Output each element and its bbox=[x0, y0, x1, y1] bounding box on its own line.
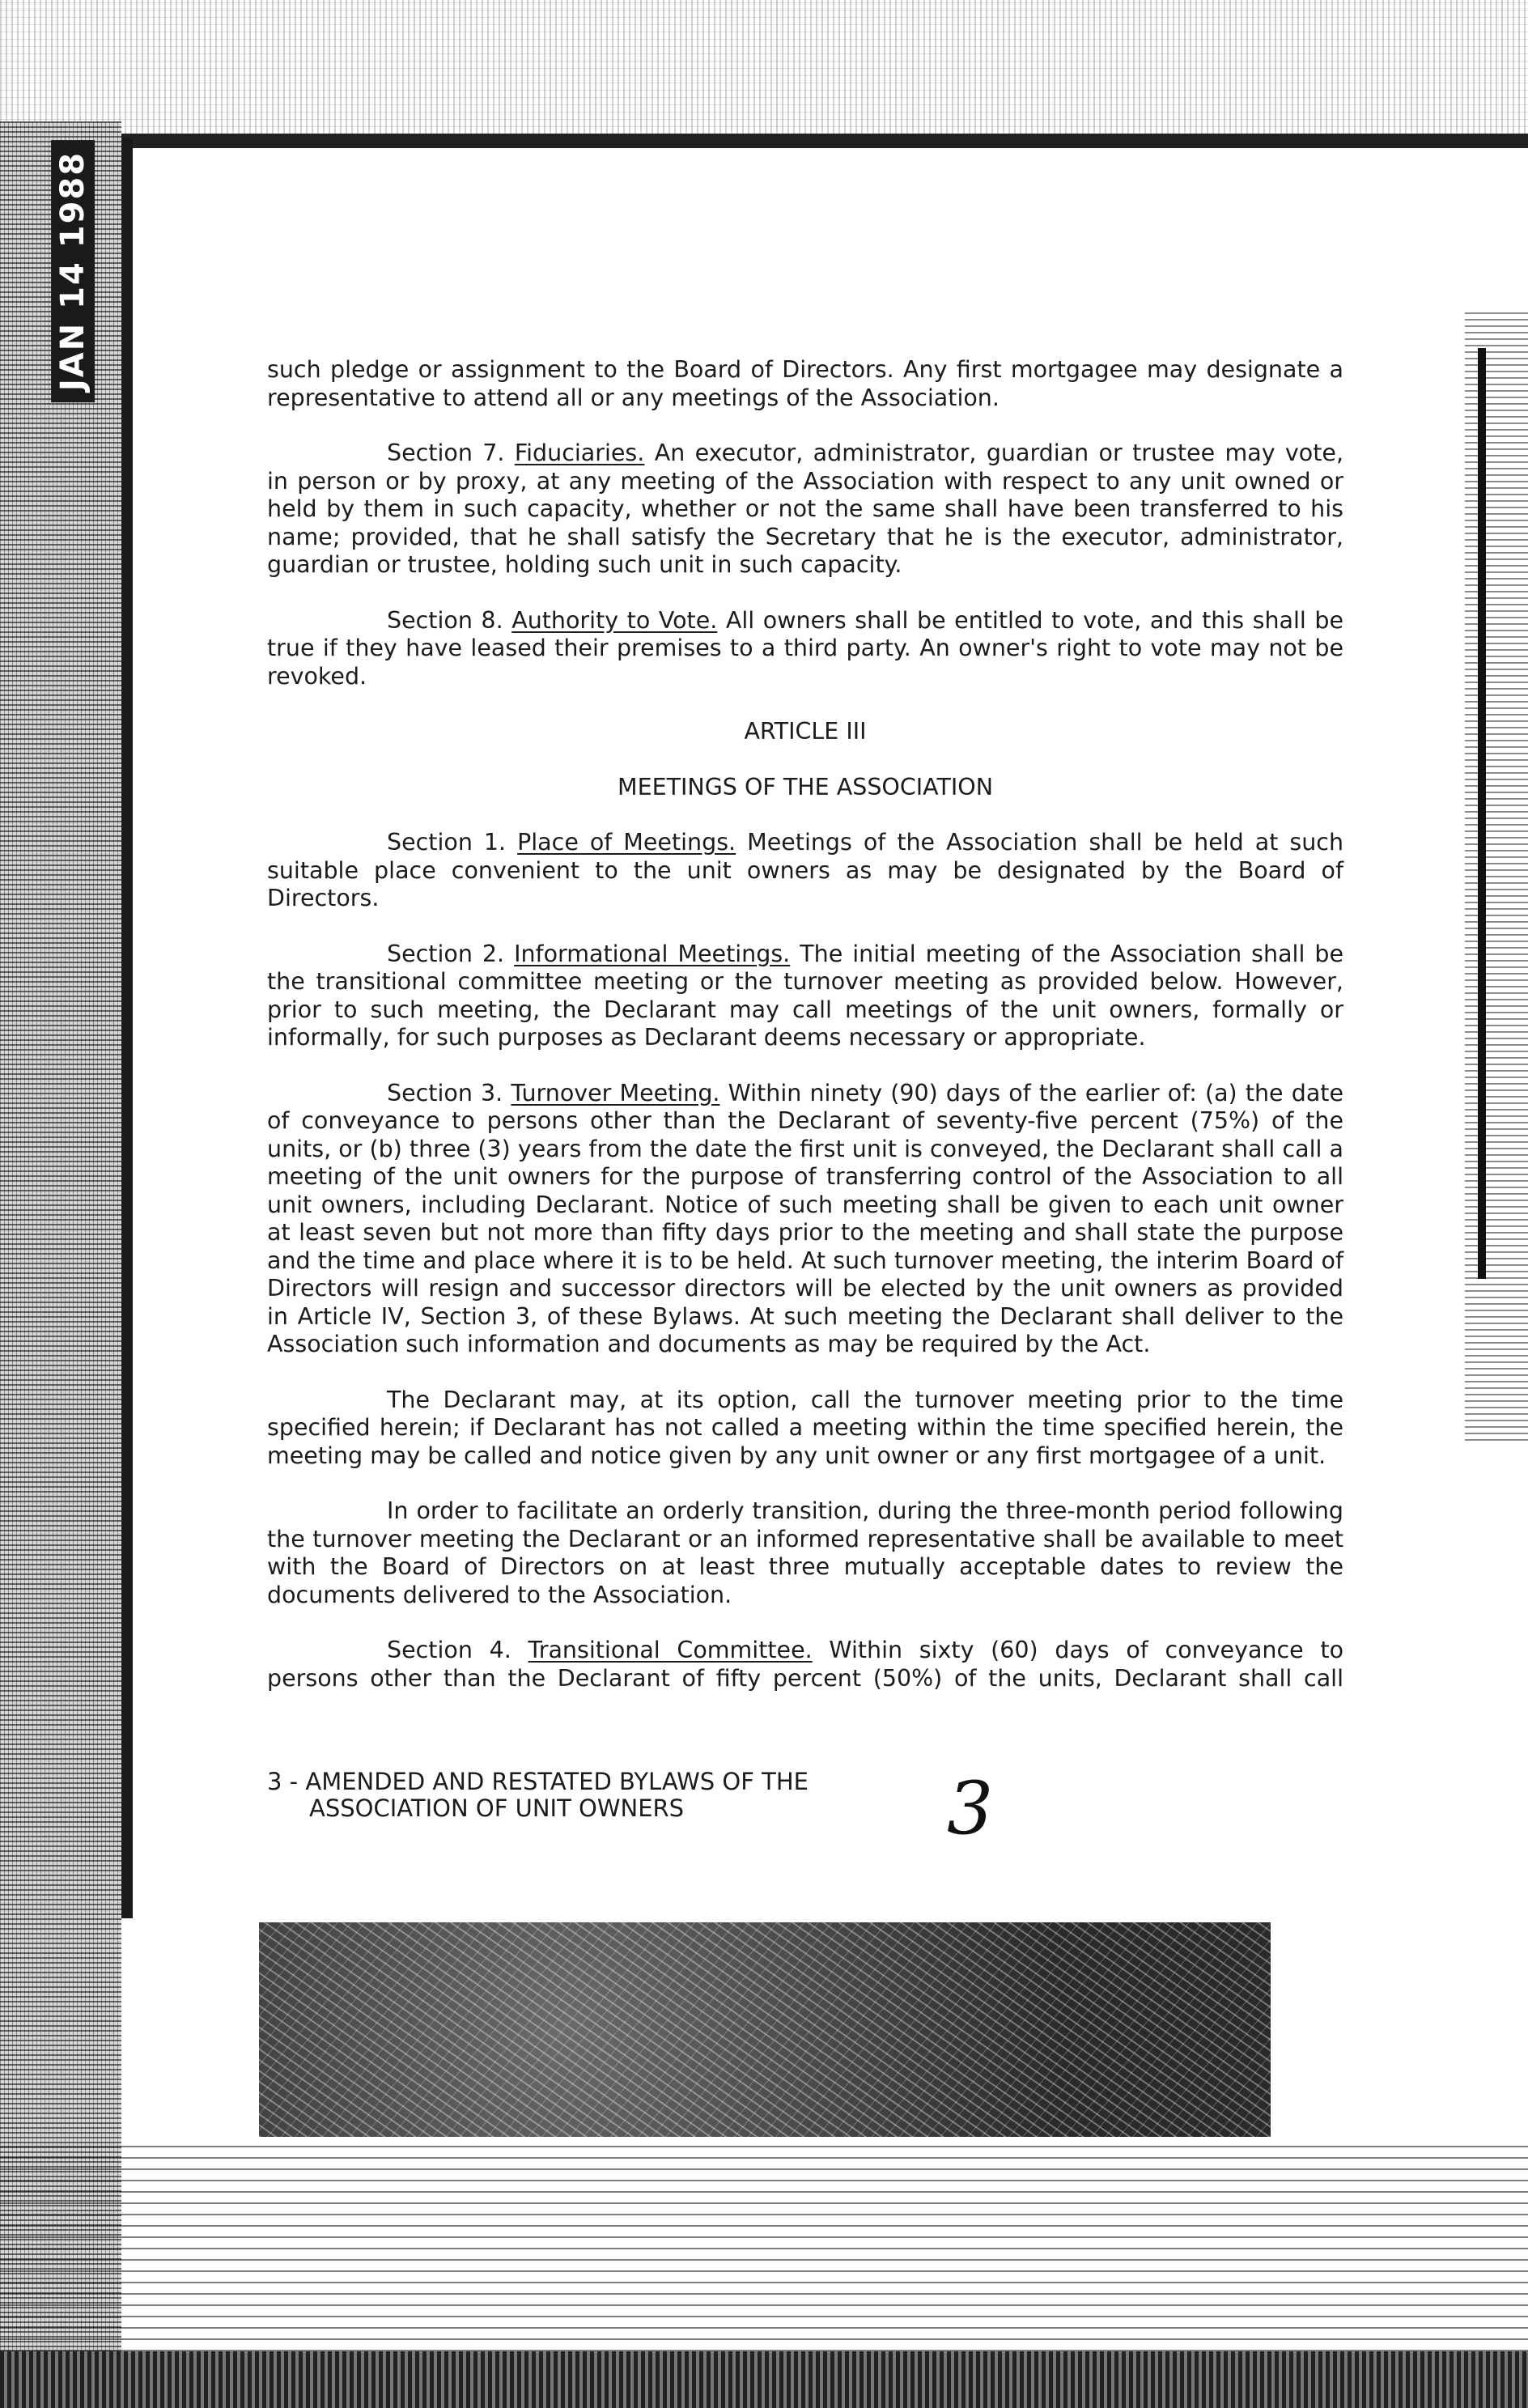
section-text: Within ninety (90) days of the earlier of: (a) the date of conveyance to persons other than the Declarant of seventy-five percent (75%) of the units, or (b) three (3) years from the date the first unit is conveyed, the Declarant shall call a meeting of the unit owners for the purpose of transferring control of the Association to all unit owners, including Declarant. Notice of such meeting shall be given to each unit owner at least seven but not more than fifty days prior to the meeting and shall state the purpose and the time and place where it is to be held. At such turnover meeting, the interim Board of Directors will resign and successor directors will be elected by the unit owners as provided in Article IV, Section 3, of these Bylaws. At such meeting the Declarant shall deliver to the Association such information and documents as may be required by the Act. bbox=[267, 1079, 1344, 1357]
article-3-section-3 bbox=[267, 1080, 1343, 1359]
footer-line-2: ASSOCIATION OF UNIT OWNERS bbox=[309, 1794, 685, 1822]
article-3-section-2 bbox=[267, 941, 1343, 1052]
section-label: Section 2. bbox=[387, 940, 505, 967]
paragraph-intro: such pledge or assignment to the Board of Directors. Any first mortgagee may designate a representative to attend all or any meetings of the Association. bbox=[267, 356, 1343, 411]
article-heading: ARTICLE III bbox=[744, 718, 867, 745]
scan-noise-right bbox=[1465, 308, 1528, 1441]
section-label: Section 1. bbox=[387, 829, 507, 856]
footer-line-1: 3 - AMENDED AND RESTATED BYLAWS OF THE bbox=[267, 1768, 809, 1795]
scan-edge-top bbox=[121, 134, 1528, 148]
scan-noise-left bbox=[0, 121, 121, 2372]
section-label: Section 8. bbox=[387, 606, 503, 634]
scan-noise-bottom-dark bbox=[0, 2351, 1528, 2408]
section-text: An executor, administrator, guardian or trustee may vote, in person or by proxy, at any meeting of the Association with respect to any unit owned or held by them in such capacity, whether or not the same shall have been transferred to his name; provided, that he shall satisfy the Secretary that he is the executor, administrator, guardian or trustee, holding such unit in such capacity. bbox=[267, 440, 1344, 578]
scan-photo-artifact bbox=[259, 1922, 1271, 2137]
paragraph-orderly-transition: In order to facilitate an orderly transition, during the three-month period following the turnover meeting the Declarant or an informed representative shall be available to meet with the Board of Directors on at least three mutually acceptable dates to review the documents delivered to the Association. bbox=[267, 1497, 1343, 1608]
paragraph-declarant-option: The Declarant may, at its option, call the turnover meeting prior to the time specified herein; if Declarant has not called a meeting within the time specified herein, the meeting may be called and notice given by any unit owner or any first mortgagee of a unit. bbox=[267, 1386, 1343, 1469]
section-text: Within sixty (60) days of conveyance to persons other than the Declarant of fifty percent (50%) of the units, Declarant shall call bbox=[267, 1637, 1344, 1692]
section-7 bbox=[267, 440, 1343, 580]
date-stamp bbox=[32, 150, 113, 393]
document-body bbox=[267, 356, 1343, 1692]
scan-noise-top bbox=[0, 0, 1528, 142]
section-label: Section 7. bbox=[387, 440, 505, 466]
scan-edge-right bbox=[1478, 348, 1486, 1279]
section-text: The initial meeting of the Association shall be the transitional committee meeting or the turnover meeting as provided below. However, prior to such meeting, the Declarant may call meetings of the unit owners, formally or informally, for such purposes as Declarant deems necessary or appropriate. bbox=[267, 940, 1344, 1051]
article-3-section-4 bbox=[267, 1637, 1343, 1692]
date-stamp-text: JAN 14 1988 bbox=[51, 140, 95, 402]
section-title: Informational Meetings. bbox=[514, 940, 791, 967]
section-title: Transitional Committee. bbox=[528, 1637, 813, 1663]
section-title: Fiduciaries. bbox=[514, 440, 645, 466]
article-3-section-1 bbox=[267, 829, 1343, 913]
section-title: Authority to Vote. bbox=[511, 606, 718, 634]
section-title: Place of Meetings. bbox=[517, 829, 736, 856]
handwritten-page-number: 3 bbox=[947, 1766, 994, 1851]
section-text: All owners shall be entitled to vote, and this shall be true if they have leased their premises to a third party. An owner's right to vote may not be revoked. bbox=[267, 606, 1344, 690]
article-title: MEETINGS OF THE ASSOCIATION bbox=[617, 773, 994, 801]
page-footer bbox=[267, 1769, 809, 1822]
section-text: Meetings of the Association shall be held at such suitable place convenient to the unit owners as may be designated by the Board of Directors. bbox=[267, 829, 1344, 911]
section-label: Section 4. bbox=[387, 1637, 511, 1663]
section-title: Turnover Meeting. bbox=[511, 1079, 720, 1106]
section-label: Section 3. bbox=[387, 1079, 503, 1106]
section-8 bbox=[267, 607, 1343, 691]
scan-edge-left bbox=[121, 138, 133, 1918]
